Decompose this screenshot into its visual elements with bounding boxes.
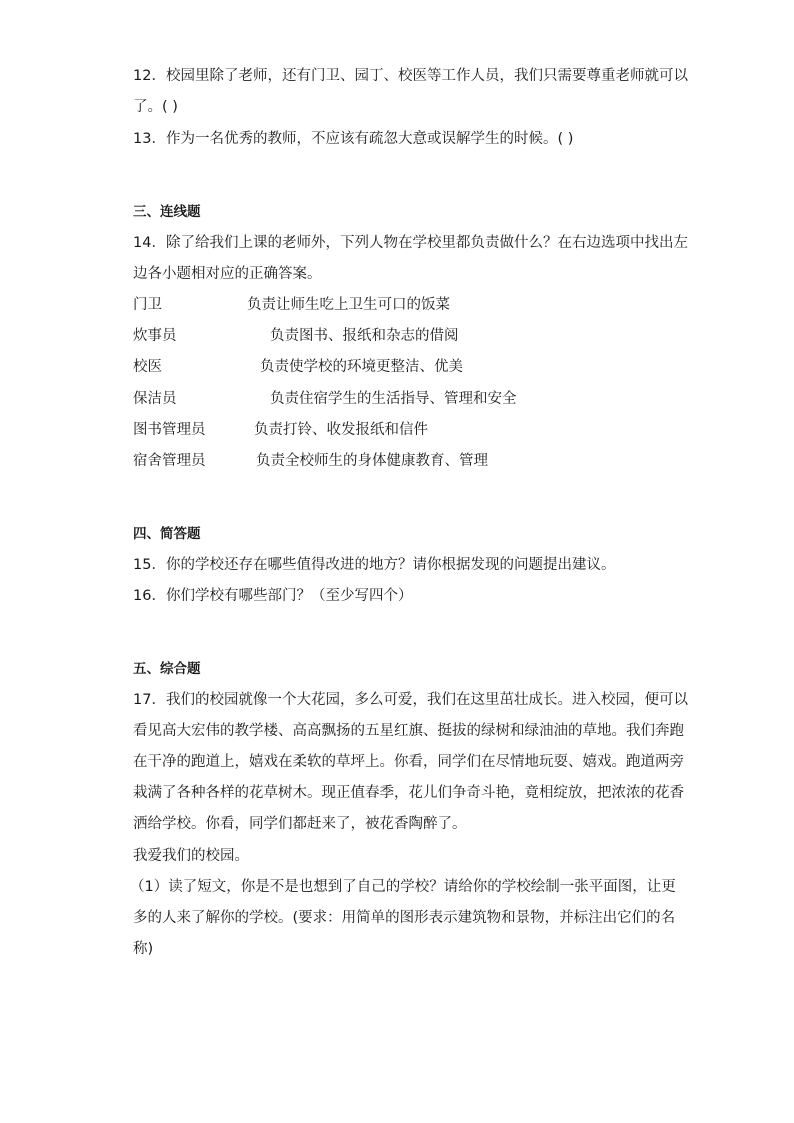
q12-line-2: 了。( )	[133, 99, 178, 115]
match-left-item: 宿舍管理员	[133, 453, 206, 469]
section-3-heading: 三、连线题	[133, 204, 201, 220]
q17-line: 在干净的跑道上，嬉戏在柔软的草坪上。你看，同学们在尽情地玩耍、嬉戏。跑道两旁	[133, 754, 684, 770]
match-left-item: 炊事员	[133, 328, 177, 344]
q17-sub1-line: （1）读了短文，你是不是也想到了自己的学校？请给你的学校绘制一张平面图，让更	[130, 879, 676, 895]
q17-line: 栽满了各种各样的花草树木。现正值春季，花儿们争奇斗艳，竟相绽放，把浓浓的花香	[133, 785, 684, 801]
q17-sub1-line: 多的人来了解你的学校。(要求：用简单的图形表示建筑物和景物，并标注出它们的名	[133, 910, 676, 926]
match-right-item: 负责打铃、收发报纸和信件	[254, 422, 428, 438]
match-left-item: 门卫	[133, 297, 162, 313]
match-right-item: 负责图书、报纸和杂志的借阅	[270, 328, 459, 344]
match-left-item: 校医	[133, 359, 162, 375]
q13-text: 13．作为一名优秀的教师，不应该有疏忽大意或误解学生的时候。( )	[133, 131, 574, 147]
section-4-heading: 四、简答题	[133, 526, 201, 542]
match-right-item: 负责让师生吃上卫生可口的饭菜	[247, 297, 450, 313]
match-left-item: 图书管理员	[133, 422, 206, 438]
q15-text: 15．你的学校还存在哪些值得改进的地方？请你根据发现的问题提出建议。	[133, 557, 616, 573]
q16-text: 16．你们学校有哪些部门？（至少写四个）	[133, 588, 413, 604]
q14-line-2: 边各小题相对应的正确答案。	[133, 266, 322, 282]
match-right-item: 负责使学校的环境更整洁、优美	[260, 359, 463, 375]
match-right-item: 负责住宿学生的生活指导、管理和安全	[270, 391, 517, 407]
match-left-item: 保洁员	[133, 391, 177, 407]
q17-line: 我爱我们的校园。	[133, 848, 249, 864]
q17-line: 看见高大宏伟的教学楼、高高飘扬的五星红旗、挺拔的绿树和绿油油的草地。我们奔跑	[133, 723, 684, 739]
q17-line: 洒给学校。你看，同学们都赶来了，被花香陶醉了。	[133, 816, 467, 832]
match-right-item: 负责全校师生的身体健康教育、管理	[256, 453, 488, 469]
q12-line-1: 12．校园里除了老师，还有门卫、园丁、校医等工作人员，我们只需要尊重老师就可以	[133, 68, 688, 84]
section-5-heading: 五、综合题	[133, 661, 201, 677]
q17-sub1-line: 称)	[133, 941, 154, 957]
q17-line: 17．我们的校园就像一个大花园，多么可爱，我们在这里茁壮成长。进入校园，便可以	[133, 692, 688, 708]
q14-line-1: 14．除了给我们上课的老师外，下列人物在学校里都负责做什么？在右边选项中找出左	[133, 235, 688, 251]
